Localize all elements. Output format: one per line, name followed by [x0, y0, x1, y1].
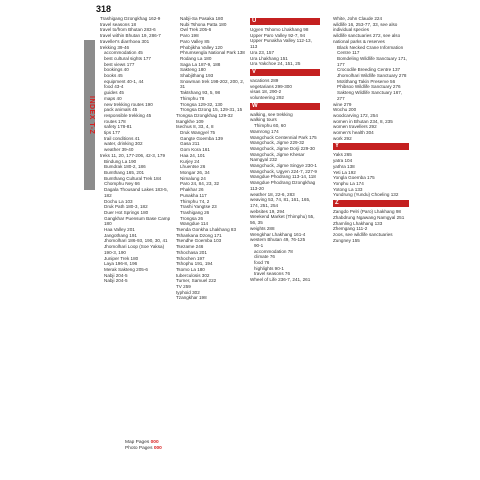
index-entry: Tsomo La 180 [176, 266, 205, 272]
index-subentry: Nabji 204-5 [104, 272, 128, 278]
index-subentry: Thimphu 78 [180, 95, 205, 101]
index-entry: Wamrong 174 [250, 128, 279, 134]
index-entry: walking tours [250, 117, 277, 123]
index-entry: women in Bhutan 234, 8, 235 [333, 118, 393, 124]
index-subentry: Lhuentse 26 [180, 164, 206, 170]
index-subentry: Paro Valley 85 [180, 38, 210, 44]
index-subentry: travel seasons 76 [254, 271, 291, 277]
index-subentry: Wangdue 114 [180, 221, 209, 227]
side-tab [84, 40, 95, 190]
index-entry: Yonphu La 174 [333, 180, 364, 186]
index-subentry: Druk Wangyel 75 [180, 130, 216, 136]
index-subentry: Paro 24, 84, 23, 32 [180, 181, 220, 187]
index-entry: yatra 104 [333, 158, 353, 164]
index-entry: websites 19, 294 [250, 208, 285, 214]
index-subentry: accommodation 78 [254, 248, 293, 254]
index-entry: Wangchuck Centennial Park 175 [250, 134, 317, 140]
index-entry: vegetarians 299-300 [250, 83, 292, 89]
map-pages-label: Map Pages [125, 440, 150, 445]
index-subentry: Jhomolhari 186-93, 190, 30, 41 [104, 238, 168, 244]
index-entry: wildlife sanctuaries 272, see also national parks & reserves [333, 33, 401, 44]
index-entry: Tsendhe Goemba 103 [176, 238, 222, 244]
index-entry: Zhabdrung Ngawang Namgyal 251 [333, 214, 405, 220]
index-subentry: best cultural sights 177 [104, 55, 151, 61]
index-subentry: Thimphu 74, 2 [180, 198, 210, 204]
index-subentry: guides 45 [104, 90, 124, 96]
index-subentry: Trashigang 26 [180, 209, 210, 215]
index-entry: Tshophu 191, 194 [176, 261, 213, 267]
index-subentry: 90-1 [254, 242, 264, 248]
index-subentry: Mongar 26, 34 [180, 169, 210, 175]
index-subentry: Jhomolhari Wildlife Sanctuary 278 [337, 73, 407, 79]
side-tab-label: INDEX T-Z [88, 95, 95, 135]
index-subentry: Snowman trek 198-202, 200, 2, 31 [180, 78, 245, 90]
index-subentry: Jhomolhari Loop (Soe Yaksa) 190-3, 190 [104, 244, 165, 255]
index-subentry: Merak Sakteng 205-6 [104, 266, 148, 272]
index-subentry: Nubi Tshona Patta 180 [180, 21, 227, 27]
index-subentry: Sakteng Wildlife Sanctuary 167, 277 [337, 90, 403, 101]
index-subentry: Laya 196-8, 196 [104, 261, 138, 267]
index-entry: yathra 138 [333, 163, 355, 169]
index-entry: Ura 23, 157 [250, 49, 275, 55]
index-entry: Tzangkhar 198 [176, 295, 207, 301]
index-subentry: Gasa 211 [180, 141, 200, 147]
index-entry: Yotong La 133 [333, 186, 363, 192]
index-entry: volunteering 292 [250, 95, 284, 101]
index-entry: travel within Bhutan 19, 286-7 [100, 33, 161, 39]
index-subentry: Bumthang Cultural Trek 184 [104, 175, 162, 181]
index-subentry: bookings 40 [104, 67, 129, 73]
index-subentry: Motithang Takin Preserve 56 [337, 78, 396, 84]
index-entry: Turner, Samuel 222 [176, 278, 217, 284]
index-subentry: Punakha 117 [180, 192, 207, 198]
index-subentry: safety 178-81 [104, 124, 132, 130]
index-entry: Wheel of Life 236-7, 241, 261 [250, 277, 311, 283]
index-entry: Wangchuck, Ugyen 224-7, 227-9 [250, 168, 317, 174]
index-entry: visas 18, 290-2 [250, 89, 282, 95]
photo-pages-label: Photo Pages [125, 446, 153, 451]
index-entry: Zangdo Pelri (Paro) Lhakhang 98 [333, 209, 401, 215]
index-subentry: best views 177 [104, 61, 135, 67]
index-subentry: tips 177 [104, 130, 121, 136]
index-subentry: Paro 198 [180, 33, 199, 39]
index-subentry: Bumthang 165, 201 [104, 169, 145, 175]
index-subentry: Bumdrak 180-2, 186 [104, 164, 146, 170]
index-subentry: highlights 90-1 [254, 265, 284, 271]
letter-heading: V [250, 69, 320, 76]
index-subentry: Nimalung 24 [180, 175, 206, 181]
index-entry: tuberculosis 302 [176, 272, 210, 278]
letter-heading: W [250, 103, 320, 110]
index-column-1 [100, 16, 172, 284]
index-entry: zoos, see wildlife sanctuaries [333, 231, 393, 237]
index-subentry: Bindung La 190 [104, 158, 137, 164]
index-subentry: Dochu La 103 [104, 198, 133, 204]
index-entry: Upper Punakha Valley 112-13, 113 [250, 38, 312, 50]
index-subentry: new trekking routes 190 [104, 101, 153, 107]
index-subentry: Thimphu 60, 60 [254, 123, 286, 129]
page-footer [125, 440, 162, 452]
index-entry: Yeti La 192 [333, 169, 356, 175]
index-entry: Wangchuck, Jigme Dorji 229-30 [250, 145, 315, 151]
index-subentry: climate 76 [254, 254, 275, 260]
index-subentry: Saga La 187-9, 188 [180, 61, 221, 67]
index-entry: typhoid 302 [176, 289, 200, 295]
index-entry: Wangchuck, Jigme 229-32 [250, 140, 305, 146]
index-entry: Tsezame 246 [176, 244, 204, 250]
index-subentry: Shabjithang 193 [180, 73, 214, 79]
index-subentry: Sakteng 180 [180, 67, 206, 73]
index-subentry: Druk Path 180-3, 182 [104, 204, 148, 210]
index-subentry: trail conditions 41 [104, 135, 140, 141]
index-entry: walking, see trekking [250, 111, 293, 117]
photo-pages-number: 000 [153, 446, 162, 451]
index-entry: woodcarving 172, 254 [333, 112, 378, 118]
index-entry: tsangkhe 109 [176, 118, 204, 124]
index-subentry: Taktshang 93, 5, 98 [180, 90, 221, 96]
index-entry: traveller's diarrhoea 301 [100, 38, 150, 44]
index-subentry: maps 40 [104, 95, 122, 101]
index-entry: treks 11, 20, 177-206, 42-3, 179 [100, 152, 166, 158]
index-entry: Yongla Goemba 175 [333, 175, 375, 181]
index-entry: western Bhutan 49, 76-125 [250, 237, 306, 243]
index-entry: Tshankana Dzong 171 [176, 232, 222, 238]
index-subentry: Nabji 204-5 [104, 278, 128, 284]
index-column-3 [250, 16, 320, 283]
index-entry: Zhamling Lhakhang 133 [333, 220, 383, 226]
index-subentry: Haa Valley 201 [104, 227, 135, 233]
index-entry: women's health 304 [333, 130, 374, 136]
index-entry: Yundrung (Yundu) Choeling 132 [333, 192, 399, 198]
index-entry: trekking 39-46 [100, 44, 130, 50]
index-subentry: Duer Hot Springs 180 [104, 209, 149, 215]
index-subentry: equipment 40-1, 44 [104, 78, 144, 84]
index-subentry: Jangothang 191 [104, 232, 137, 238]
index-entry: wildlife 16, 253-77, 33, see also individual species [333, 21, 398, 33]
index-entry: weather 18, 22-6, 283 [250, 191, 295, 197]
index-entry: Wengkhar Lhakhang 161-4 [250, 231, 306, 237]
index-entry: Ura Lhakhang 151 [250, 55, 288, 61]
index-subentry: Trongsa 129-32, 130 [180, 101, 223, 107]
index-entry: travel to/from Bhutan 283-6 [100, 27, 156, 33]
index-column-2 [176, 16, 246, 301]
index-entry: Weekend Market (Thimphu) 55, 56, 35 [250, 214, 315, 226]
index-entry: vacations 289 [250, 77, 279, 83]
index-entry: weaving 53, 74, 81, 161, 165, 174, 251, 254 [250, 197, 311, 208]
index-subentry: Phrumsengla National Park 138 [180, 50, 245, 56]
index-subentry: Trongsa Dzong 15, 129-31, 15 [180, 107, 243, 113]
index-entry: Trashigang Dzongkhag 162-9 [100, 16, 161, 21]
index-entry: Trongsa Dzongkhag 129-32 [176, 112, 233, 118]
index-entry: Wangdue Phodrang Dzongkhag 113-20 [250, 180, 316, 191]
index-entry: Tshochen 197 [176, 255, 205, 261]
index-subentry: Chomphu Ney 66 [104, 181, 140, 187]
map-pages-number: 000 [150, 440, 159, 445]
index-subentry: Rodang La 180 [180, 55, 212, 61]
index-subentry: Phobjikha Valley 120 [180, 44, 223, 50]
index-entry: Wangchuck, Jigme Khesar Namgyal 232 [250, 151, 305, 163]
index-subentry: Juniper Trek 180 [104, 255, 139, 261]
index-subentry: Nabji-Sa Pasaka 180 [180, 16, 224, 21]
index-subentry: Kurjey 24 [180, 158, 200, 164]
index-subentry: Trashi Yangtse 23 [180, 204, 217, 210]
index-subentry: Phakhar 26 [180, 187, 204, 193]
letter-heading: U [250, 18, 320, 25]
index-entry: women travellers 292 [333, 124, 377, 130]
index-subentry: books 45 [104, 73, 123, 79]
index-entry: TV 259 [176, 284, 191, 290]
index-subentry: Gangte Goemba 139 [180, 135, 223, 141]
index-entry: Yaks 265 [333, 152, 352, 158]
index-subentry: Owl Trek 205-6 [180, 27, 212, 33]
index-column-4 [333, 16, 409, 243]
index-subentry: responsible trekking 45 [104, 112, 152, 118]
index-entry: Wochu 200 [333, 107, 357, 113]
letter-heading: Z [333, 200, 409, 207]
index-subentry: Gom Kora 161 [180, 147, 210, 153]
page-number: 318 [96, 4, 112, 14]
index-subentry: Phibsoo Wildlife Sanctuary 276 [337, 84, 401, 90]
index-entry: weights 288 [250, 225, 275, 231]
letter-heading: Y [333, 143, 409, 150]
index-entry: Wangdue Phodrang 113-14, 118 [250, 174, 316, 180]
index-entry: Ura Yakchoe 24, 151, 25 [250, 61, 301, 67]
index-subentry: food 43-4 [104, 84, 124, 90]
index-subentry: Black Necked Crane Information Centre 117 [337, 44, 404, 56]
index-subentry: Crocodile Breeding Centre 137 [337, 67, 401, 73]
index-subentry: weather 39-40 [104, 147, 134, 153]
index-subentry: routes 178 [104, 118, 126, 124]
index-entry: White, John Claude 224 [333, 16, 383, 21]
photo-pages-line [125, 446, 162, 452]
index-subentry: Dagala Thousand Lakes 183-5, 182 [104, 187, 169, 198]
index-entry: Zungney 155 [333, 237, 360, 243]
index-entry: wine 279 [333, 101, 352, 107]
index-entry: Ugyen Tshomo Lhakhang 98 [250, 27, 309, 32]
index-entry: Tsenda Gonkha Lhakhang 83 [176, 227, 237, 233]
index-subentry: Haa 24, 101 [180, 152, 206, 158]
index-subentry: Bomdeling Wildlife Sanctuary 171, 177 [337, 55, 407, 67]
index-entry: Tshochasa 201 [176, 249, 207, 255]
index-entry: Upper Paro Valley 92-7, 94 [250, 32, 306, 38]
index-entry: Zhemgang 111-2 [333, 226, 368, 232]
index-subentry: food 76 [254, 260, 270, 266]
index-subentry: pack animals 45 [104, 107, 138, 113]
index-entry: work 292 [333, 135, 352, 141]
index-entry: travel seasons 18 [100, 21, 137, 27]
index-entry: Wangchuck, Jigme Singye 230-1 [250, 163, 317, 169]
index-subentry: Gangkhar Puensum Base Camp 180 [104, 215, 171, 227]
index-subentry: water, drinking 302 [104, 141, 143, 147]
index-subentry: accommodation 45 [104, 50, 143, 56]
index-entry: tsechus 8, 33, 4, 8 [176, 124, 214, 130]
index-subentry: Trongsa 26 [180, 215, 204, 221]
